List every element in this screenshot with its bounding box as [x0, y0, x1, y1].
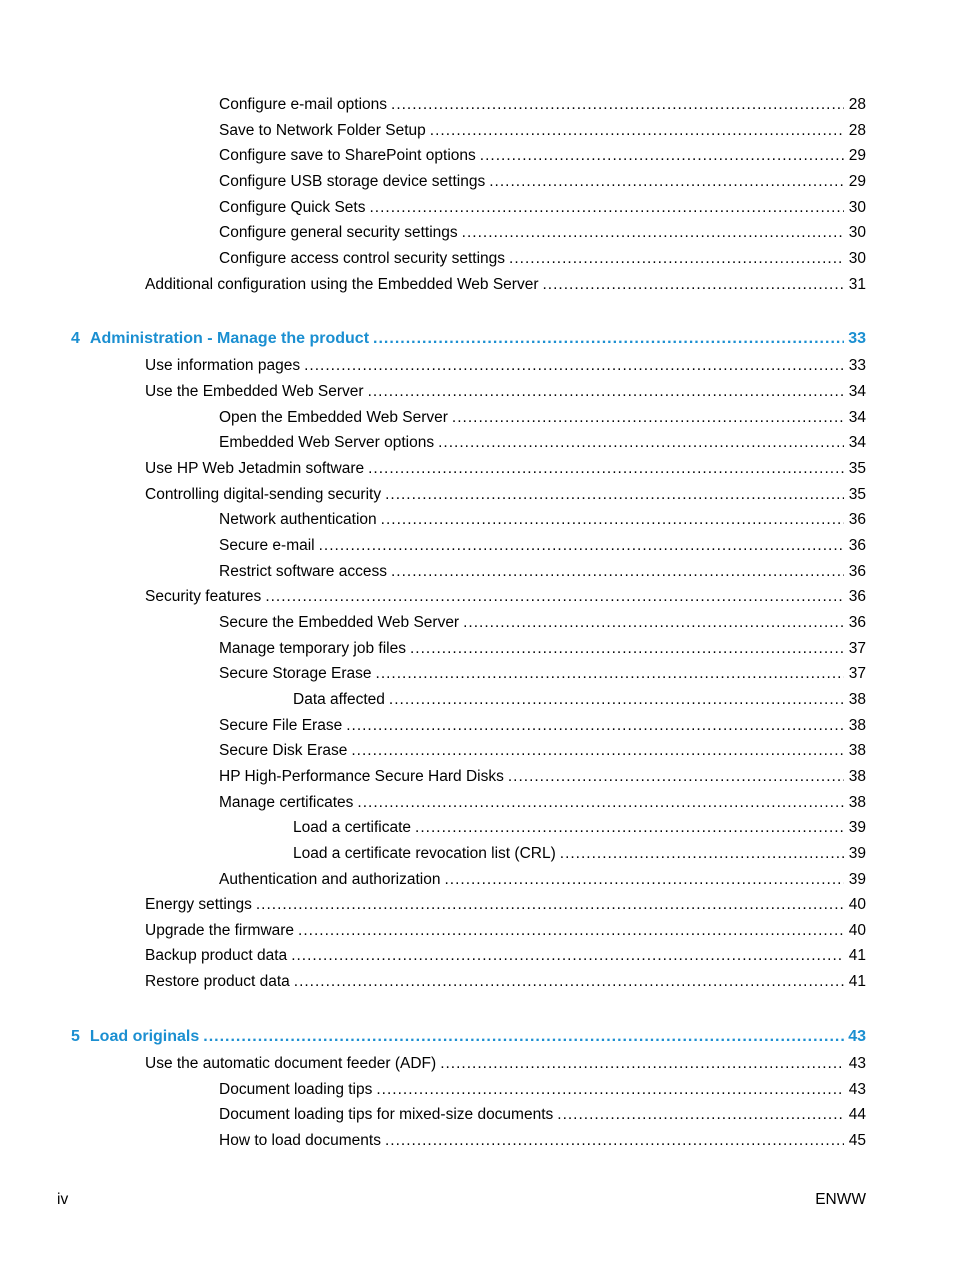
toc-entry[interactable]	[219, 1079, 866, 1101]
dot-leader	[508, 766, 844, 788]
toc-entry-title: Controlling digital-sending security	[145, 486, 382, 503]
toc-page-number: 31	[848, 276, 866, 293]
toc-entry-title: Document loading tips for mixed-size documents	[219, 1106, 554, 1123]
toc-entry[interactable]	[145, 355, 866, 377]
page-number-footer: iv	[57, 1191, 69, 1208]
toc-entry-title: Energy settings	[145, 896, 252, 913]
toc-entry[interactable]	[145, 381, 866, 403]
toc-page-number: 36	[848, 563, 866, 580]
toc-entry-title: HP High-Performance Secure Hard Disks	[219, 768, 504, 785]
toc-entry[interactable]	[293, 689, 866, 711]
toc-entry[interactable]	[219, 509, 866, 531]
toc-entry-title: Manage certificates	[219, 794, 354, 811]
toc-entry[interactable]	[219, 432, 866, 454]
toc-entry[interactable]	[219, 561, 866, 583]
toc-entry-title: Configure save to SharePoint options	[219, 147, 476, 164]
toc-page-number: 33	[848, 357, 866, 374]
dot-leader	[415, 817, 844, 839]
dot-leader	[463, 612, 844, 634]
toc-entry[interactable]	[293, 817, 866, 839]
toc-page-number: 29	[848, 173, 866, 190]
toc-entry[interactable]	[219, 197, 866, 219]
toc-page-number: 36	[848, 614, 866, 631]
toc-entry[interactable]	[145, 920, 866, 942]
toc-page-number: 37	[848, 640, 866, 657]
toc-entry[interactable]	[219, 171, 866, 193]
dot-leader	[560, 843, 844, 865]
toc-page-number: 34	[848, 383, 866, 400]
toc-entry[interactable]	[219, 248, 866, 270]
toc-page-number: 41	[848, 947, 866, 964]
toc-entry-title: Load a certificate	[293, 819, 412, 836]
dot-leader	[298, 920, 844, 942]
toc-page-number: 30	[848, 250, 866, 267]
toc-entry[interactable]	[219, 663, 866, 685]
toc-entry-title: Network authentication	[219, 511, 377, 528]
toc-chapter-entry[interactable]	[71, 328, 866, 350]
dot-leader	[357, 792, 844, 814]
dot-leader	[557, 1104, 844, 1126]
toc-entry-title: Configure USB storage device settings	[219, 173, 486, 190]
toc-page-number: 36	[848, 588, 866, 605]
dot-leader	[438, 432, 844, 454]
toc-entry[interactable]	[145, 1053, 866, 1075]
toc-page-number: 41	[848, 973, 866, 990]
toc-page-number: 38	[848, 717, 866, 734]
dot-leader	[294, 971, 844, 993]
dot-leader	[410, 638, 844, 660]
toc-entry[interactable]	[145, 458, 866, 480]
dot-leader	[203, 1026, 844, 1048]
dot-leader	[256, 894, 844, 916]
toc-entry-title: Secure Storage Erase	[219, 665, 372, 682]
toc-entry[interactable]	[219, 1104, 866, 1126]
toc-entry[interactable]	[219, 120, 866, 142]
toc-entry[interactable]	[145, 945, 866, 967]
dot-leader	[452, 407, 844, 429]
dot-leader	[319, 535, 844, 557]
toc-entry-title: Embedded Web Server options	[219, 434, 435, 451]
toc-entry-title: Load a certificate revocation list (CRL)	[293, 845, 556, 862]
toc-entry-title: Secure e-mail	[219, 537, 315, 554]
toc-page-number: 34	[848, 409, 866, 426]
toc-entry-title: Use the automatic document feeder (ADF)	[145, 1055, 437, 1072]
dot-leader	[480, 145, 844, 167]
toc-entry-title: Configure Quick Sets	[219, 199, 366, 216]
toc-entry[interactable]	[145, 586, 866, 608]
toc-page-number: 43	[848, 1081, 866, 1098]
dot-leader	[291, 945, 844, 967]
toc-page-number: 44	[848, 1106, 866, 1123]
toc-entry[interactable]	[219, 869, 866, 891]
toc-page-number: 33	[848, 330, 866, 347]
toc-entry-title: Open the Embedded Web Server	[219, 409, 448, 426]
dot-leader	[376, 663, 844, 685]
toc-entry-title: Manage temporary job files	[219, 640, 406, 657]
dot-leader	[368, 458, 844, 480]
toc-entry[interactable]	[219, 766, 866, 788]
toc-page-number: 38	[848, 691, 866, 708]
toc-page-number: 28	[848, 122, 866, 139]
toc-entry[interactable]	[219, 792, 866, 814]
toc-page-number: 39	[848, 871, 866, 888]
toc-entry-title: Restore product data	[145, 973, 290, 990]
dot-leader	[430, 120, 844, 142]
toc-entry[interactable]	[219, 94, 866, 116]
toc-entry[interactable]	[219, 638, 866, 660]
toc-entry[interactable]	[219, 222, 866, 244]
dot-leader	[462, 222, 844, 244]
toc-entry-title: Save to Network Folder Setup	[219, 122, 426, 139]
dot-leader	[351, 740, 844, 762]
toc-entry-title: Administration - Manage the product	[89, 330, 370, 347]
toc-entry[interactable]	[219, 535, 866, 557]
toc-entry-title: Authentication and authorization	[219, 871, 441, 888]
toc-entry-title: Additional configuration using the Embedded Web Server	[145, 276, 539, 293]
dot-leader	[304, 355, 844, 377]
toc-entry[interactable]	[219, 407, 866, 429]
dot-leader	[369, 197, 844, 219]
dot-leader	[391, 94, 844, 116]
dot-leader	[265, 586, 844, 608]
toc-page-number: 40	[848, 922, 866, 939]
dot-leader	[381, 509, 844, 531]
chapter-number: 5	[71, 1028, 80, 1045]
toc-page-number: 30	[848, 199, 866, 216]
toc-entry-title: Configure general security settings	[219, 224, 458, 241]
dot-leader	[509, 248, 844, 270]
toc-page-number: 38	[848, 768, 866, 785]
toc-page-number: 43	[848, 1055, 866, 1072]
dot-leader	[376, 1079, 844, 1101]
dot-leader	[391, 561, 844, 583]
toc-page-number: 40	[848, 896, 866, 913]
toc-entry-title: How to load documents	[219, 1132, 381, 1149]
toc-entry-title: Data affected	[293, 691, 385, 708]
toc-page-number: 39	[848, 845, 866, 862]
dot-leader	[389, 689, 844, 711]
toc-entry[interactable]	[219, 715, 866, 737]
toc-page-number: 45	[848, 1132, 866, 1149]
toc-page-number: 34	[848, 434, 866, 451]
dot-leader	[373, 328, 844, 350]
toc-page-number: 36	[848, 511, 866, 528]
toc-page-number: 38	[848, 794, 866, 811]
chapter-number: 4	[71, 330, 80, 347]
toc-entry[interactable]	[219, 740, 866, 762]
dot-leader	[444, 869, 844, 891]
toc-entry-title: Secure Disk Erase	[219, 742, 348, 759]
toc-entry-title: Use the Embedded Web Server	[145, 383, 364, 400]
dot-leader	[543, 274, 845, 296]
toc-entry-title: Configure e-mail options	[219, 96, 388, 113]
dot-leader	[385, 484, 844, 506]
dot-leader	[385, 1130, 844, 1152]
toc-entry-title: Configure access control security settings	[219, 250, 506, 267]
toc-entry[interactable]	[145, 274, 866, 296]
toc-entry-title: Document loading tips	[219, 1081, 373, 1098]
dot-leader	[489, 171, 844, 193]
toc-entry-title: Secure the Embedded Web Server	[219, 614, 460, 631]
toc-page-number: 37	[848, 665, 866, 682]
toc-page-number: 36	[848, 537, 866, 554]
toc-page-number: 35	[848, 460, 866, 477]
dot-leader	[368, 381, 844, 403]
dot-leader	[440, 1053, 844, 1075]
toc-entry-title: Restrict software access	[219, 563, 387, 580]
toc-page-number: 29	[848, 147, 866, 164]
toc-entry[interactable]	[145, 971, 866, 993]
toc-entry[interactable]	[293, 843, 866, 865]
dot-leader	[346, 715, 844, 737]
toc-page-number: 39	[848, 819, 866, 836]
toc-page-number: 43	[848, 1028, 866, 1045]
toc-page-number: 30	[848, 224, 866, 241]
toc-entry[interactable]	[145, 484, 866, 506]
toc-page-number: 35	[848, 486, 866, 503]
toc-entry[interactable]	[145, 894, 866, 916]
toc-entry-title: Upgrade the firmware	[145, 922, 295, 939]
toc-page-number: 28	[848, 96, 866, 113]
toc-entry[interactable]	[219, 145, 866, 167]
toc-entry-title: Security features	[145, 588, 262, 605]
toc-entry-title: Use information pages	[145, 357, 301, 374]
toc-entry-title: Load originals	[89, 1028, 200, 1045]
toc-entry[interactable]	[219, 1130, 866, 1152]
toc-entry-title: Use HP Web Jetadmin software	[145, 460, 365, 477]
toc-entry-title: Secure File Erase	[219, 717, 343, 734]
toc-page-number: 38	[848, 742, 866, 759]
toc-entry[interactable]	[219, 612, 866, 634]
toc-entry-title: Backup product data	[145, 947, 288, 964]
toc-chapter-entry[interactable]	[71, 1026, 866, 1048]
document-code-footer: ENWW	[815, 1191, 866, 1208]
